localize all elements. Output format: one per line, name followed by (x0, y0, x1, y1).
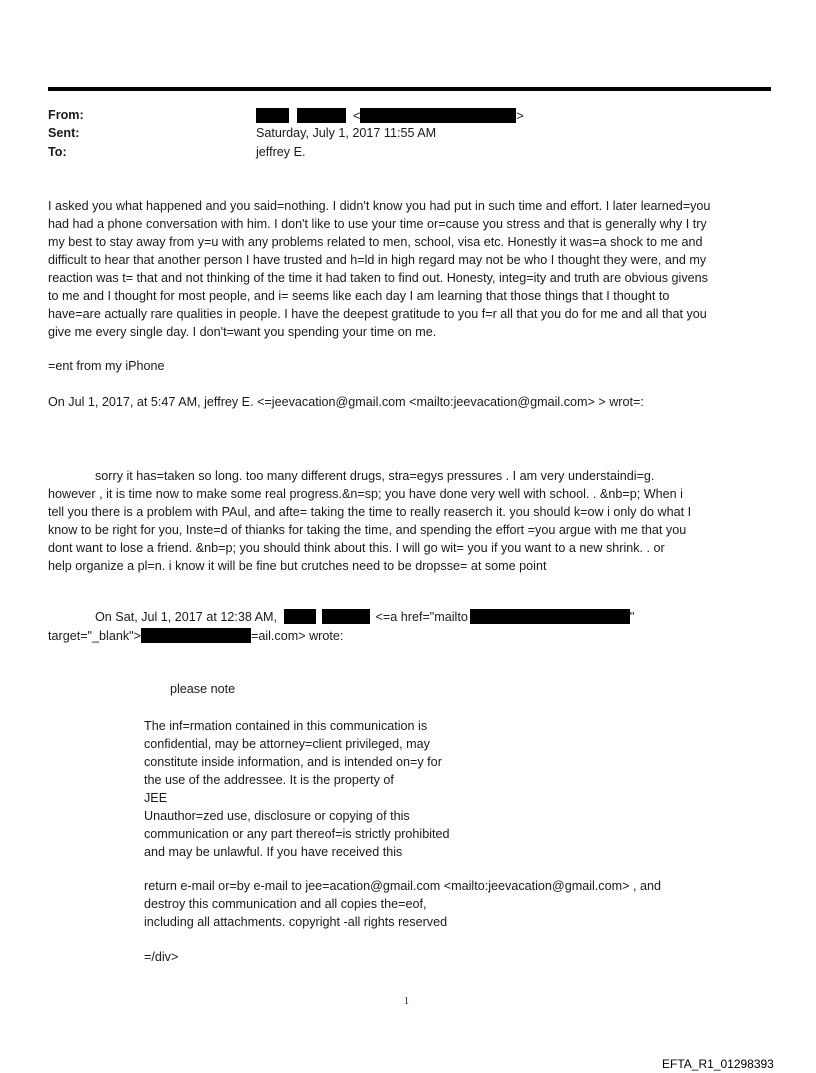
quote-on-text: On Sat, Jul 1, 2017 at 12:38 AM, (95, 610, 278, 624)
to-label: To: (48, 145, 67, 159)
sent-from-line: =ent from my iPhone (48, 359, 165, 373)
on-date-line: On Jul 1, 2017, at 5:47 AM, jeffrey E. <=jeevacation@gmail.com <mailto:jeevacation@gmail.com> > wrot=: (48, 395, 644, 409)
to-value: jeffrey E. (256, 145, 306, 159)
quote-quote: " (629, 610, 635, 624)
text-line: give me every single day. I don't=want you spending your time on me. (48, 325, 437, 339)
from-value (256, 108, 524, 123)
text-line: constitute inside information, and is intended on=y for (144, 755, 442, 769)
text-line: reaction was t= that and not thinking of the time it had taken to find out. Honesty, integ=ity and truth are obvious givens (48, 271, 708, 285)
text-line: tell you there is a problem with PAul, and afte= taking the time to really reaserch it. you should k=ow i only do what I (48, 505, 692, 519)
redaction-block (360, 108, 516, 123)
text-line: had had a phone conversation with him. I don't like to use your time or=cause you stress and that is generally why I try (48, 217, 707, 231)
page-number: 1 (404, 996, 409, 1007)
sent-label: Sent: (48, 126, 80, 140)
disclaimer-block (144, 717, 744, 861)
quote-target-line (48, 628, 343, 643)
quote-href-text: <=a href="mailto (375, 610, 468, 624)
message-paragraph (48, 197, 770, 341)
div-close-line: =/div> (144, 950, 179, 964)
please-note: please note (170, 682, 236, 696)
from-lt: < (353, 109, 361, 123)
redaction-block (256, 108, 289, 123)
text-line: I asked you what happened and you said=nothing. I didn't know you had put in such time and effort. I later learned=you (48, 199, 711, 213)
redaction-block (141, 628, 251, 643)
quote-target-text: target="_blank"> (48, 629, 141, 643)
text-line: the use of the addressee. It is the property of (144, 773, 394, 787)
quote-on-line (95, 609, 634, 624)
text-line: including all attachments. copyright -all rights reserved (144, 915, 448, 929)
text-line: communication or any part thereof=is strictly prohibited (144, 827, 450, 841)
text-line: dont want to lose a friend. &nb=p; you should think about this. I will go wit= you if you want to a new shrink. . or (48, 541, 665, 555)
header-rule (48, 87, 771, 91)
text-line: to me and I thought for most people, and i= seems like each day I am learning that those things that I thought to (48, 289, 670, 303)
redaction-block (297, 108, 346, 123)
document-id: EFTA_R1_01298393 (662, 1057, 774, 1071)
from-gt: > (516, 109, 524, 123)
text-line: help organize a pl=n. i know it will be fine but crutches need to be dropsse= at some point (48, 559, 547, 573)
redaction-block (322, 609, 370, 624)
text-line: JEE (144, 791, 168, 805)
text-line: difficult to hear that another person I have trusted and h=ld in high regard may not be who I thought they were, and my (48, 253, 707, 267)
text-line: confidential, may be attorney=client privileged, may (144, 737, 430, 751)
text-line: destroy this communication and all copies the=eof, (144, 897, 427, 911)
text-line: and may be unlawful. If you have received this (144, 845, 403, 859)
redaction-block (470, 609, 630, 624)
text-line: The inf=rmation contained in this communication is (144, 719, 428, 733)
sent-value: Saturday, July 1, 2017 11:55 AM (256, 126, 437, 140)
text-line: sorry it has=taken so long. too many different drugs, stra=egys pressures . I am very understaindi=g. (95, 469, 655, 483)
redaction-block (284, 609, 316, 624)
text-line: know to be right for you, Inste=d of thianks for taking the time, and spending the effort =you argue with me that you (48, 523, 687, 537)
from-label: From: (48, 108, 84, 122)
text-line: however , it is time now to make some real progress.&n=sp; you have done very well with school. . &nb=p; When i (48, 487, 683, 501)
reply-paragraph (48, 467, 770, 575)
text-line: return e-mail or=by e-mail to jee=acation@gmail.com <mailto:jeevacation@gmail.com> , and (144, 879, 661, 893)
text-line: Unauthor=zed use, disclosure or copying of this (144, 809, 410, 823)
text-line: have=are actually rare qualities in people. I have the deepest gratitude to you f=r all that you do for me and all that you (48, 307, 707, 321)
quote-ail-text: =ail.com> wrote: (250, 629, 344, 643)
text-line: my best to stay away from y=u with any problems related to men, school, visa etc. Honestly it was=a shock to me and (48, 235, 703, 249)
disclaimer-block-2 (144, 877, 764, 931)
